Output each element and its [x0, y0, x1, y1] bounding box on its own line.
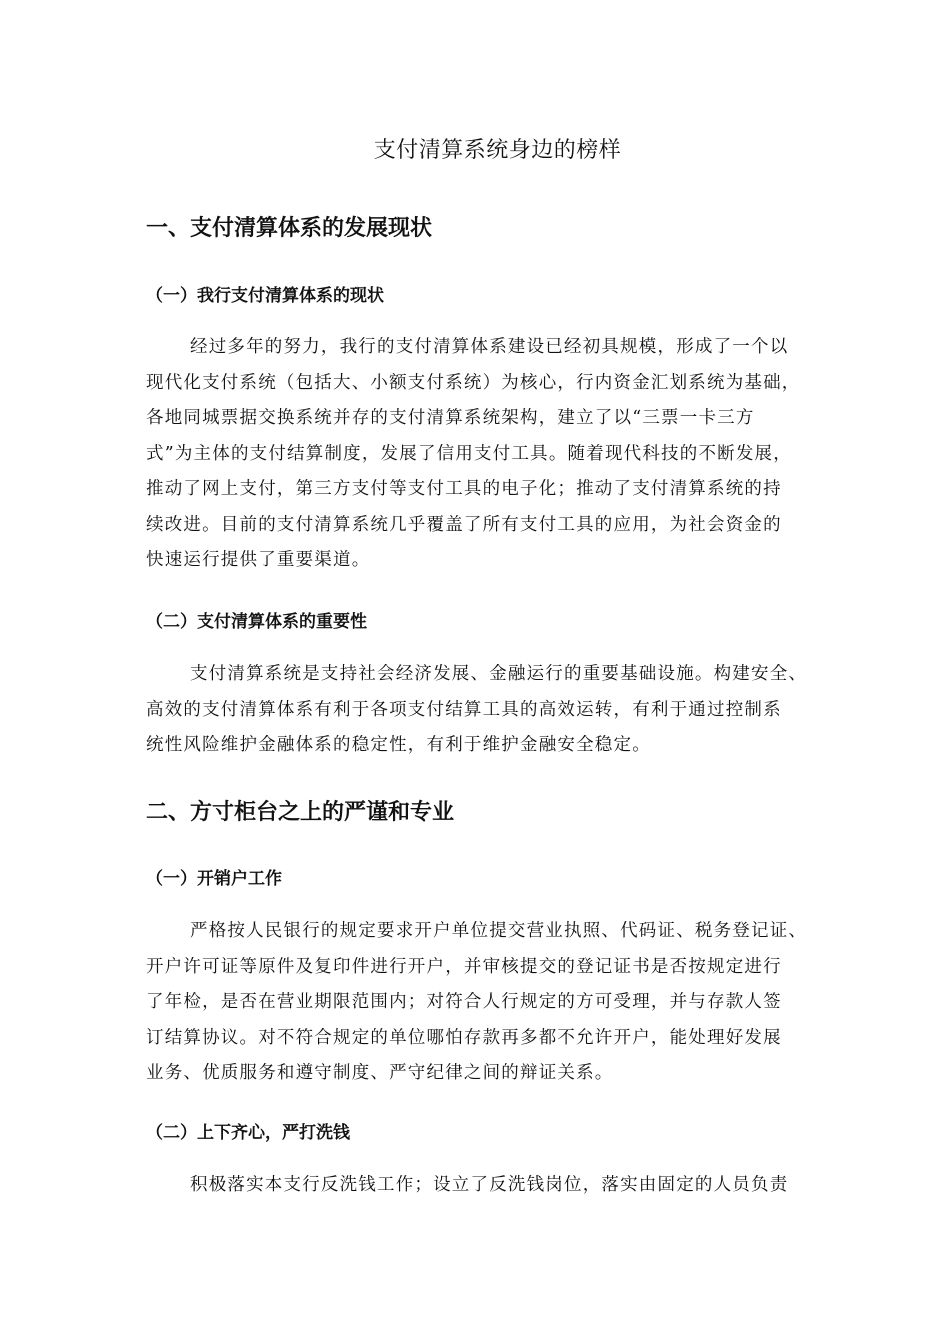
paragraph-line: 经过多年的努力，我行的支付清算体系建设已经初具规模，形成了一个以: [190, 337, 789, 357]
paragraph-line: 高效的支付清算体系有利于各项支付结算工具的高效运转，有利于通过控制系: [146, 699, 782, 720]
section-1-2-paragraph: [146, 657, 826, 764]
section-1-1-heading: （一）我行支付清算体系的现状: [146, 286, 384, 306]
section-2-1-heading: （一）开销户工作: [146, 869, 282, 889]
paragraph-line: 续改进。目前的支付清算系统几乎覆盖了所有支付工具的应用，为社会资金的: [146, 514, 782, 535]
paragraph-line: 现代化支付系统（包括大、小额支付系统）为核心，行内资金汇划系统为基础，: [146, 372, 801, 393]
paragraph-line: 各地同城票据交换系统并存的支付清算系统架构，建立了以“三票一卡三方: [146, 408, 755, 428]
section-2-1-paragraph: [146, 914, 826, 1092]
document-title: 支付清算系统身边的榜样: [373, 138, 622, 163]
section-1-1-paragraph: [146, 330, 826, 579]
section-2-2-heading: （二）上下齐心，严打洗钱: [146, 1123, 350, 1143]
section-2-heading: 二、方寸柜台之上的严谨和专业: [146, 800, 455, 825]
paragraph-line: 业务、优质服务和遵守制度、严守纪律之间的辩证关系。: [146, 1063, 614, 1083]
paragraph-line: 推动了网上支付，第三方支付等支付工具的电子化；推动了支付清算系统的持: [146, 479, 782, 499]
paragraph-line: 积极落实本支行反洗钱工作；设立了反洗钱岗位，落实由固定的人员负责: [190, 1175, 789, 1195]
section-1-2-heading: （二）支付清算体系的重要性: [146, 612, 367, 632]
paragraph-line: 严格按人民银行的规定要求开户单位提交营业执照、代码证、税务登记证、: [190, 921, 808, 941]
paragraph-line: 开户许可证等原件及复印件进行开户，并审核提交的登记证书是否按规定进行: [146, 956, 782, 977]
paragraph-line: 了年检，是否在营业期限范围内；对符合人行规定的方可受理，并与存款人签: [146, 992, 782, 1012]
paragraph-line: 统性风险维护金融体系的稳定性，有利于维护金融安全稳定。: [146, 735, 651, 755]
paragraph-line: 订结算协议。对不符合规定的单位哪怕存款再多都不允许开户，能处理好发展: [146, 1027, 782, 1048]
section-1-heading: 一、支付清算体系的发展现状: [146, 216, 433, 241]
paragraph-line: 支付清算系统是支持社会经济发展、金融运行的重要基础设施。构建安全、: [190, 664, 808, 684]
section-2-2-paragraph: [146, 1168, 826, 1204]
paragraph-line: 快速运行提供了重要渠道。: [146, 550, 371, 570]
paragraph-line: 式”为主体的支付结算制度，发展了信用支付工具。随着现代科技的不断发展，: [146, 443, 792, 464]
